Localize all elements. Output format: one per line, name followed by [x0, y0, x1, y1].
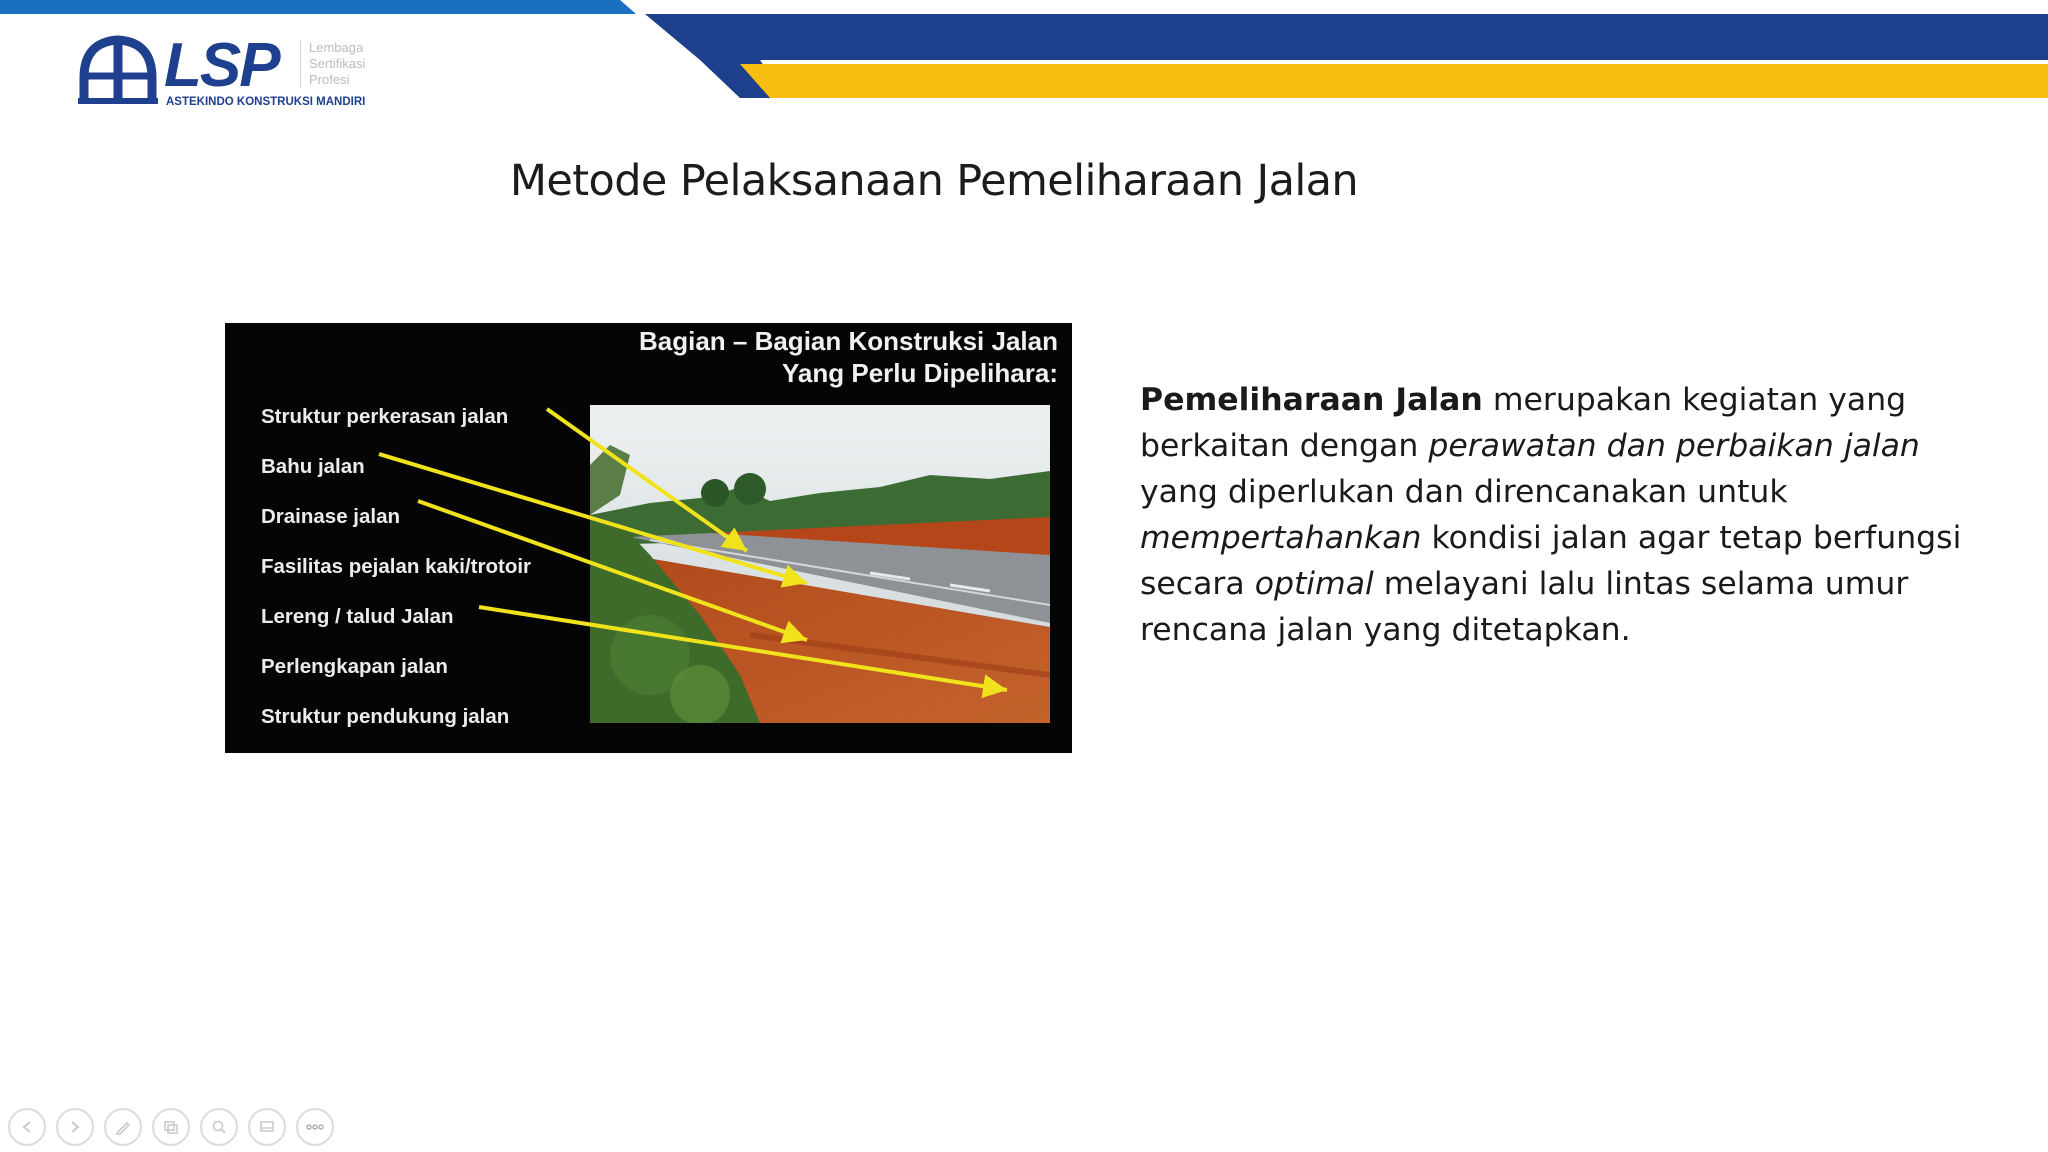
slides-button[interactable]: [152, 1108, 190, 1146]
slideshow-toolbar: [8, 1108, 334, 1148]
annotation-arrows: [225, 323, 1072, 753]
arrow-drainase-jalan: [418, 501, 807, 640]
arrow-struktur-perkerasan: [547, 409, 747, 551]
logo-wordmark: LSP: [164, 31, 279, 100]
logo-side-line: Sertifikasi: [309, 56, 366, 71]
figure-heading-line: Yang Perlu Dipelihara:: [782, 358, 1058, 388]
description-italic: optimal: [1254, 566, 1374, 602]
list-item: Drainase jalan: [261, 505, 401, 528]
previous-icon: [20, 1120, 34, 1134]
pen-icon: [115, 1119, 131, 1135]
road-parts-figure: [225, 323, 1072, 753]
list-item: Bahu jalan: [261, 455, 365, 478]
previous-button[interactable]: [8, 1108, 46, 1146]
description-italic: perawatan dan perbaikan jalan: [1428, 428, 1920, 464]
more-button[interactable]: [296, 1108, 334, 1146]
logo-side-text: [300, 40, 385, 88]
arrow-lereng-talud: [479, 607, 1007, 690]
header-yellow-stripe: [740, 64, 2048, 98]
zoom-icon: [211, 1119, 227, 1135]
description-text: yang diperlukan dan direncanakan untuk: [1140, 474, 1788, 510]
list-item: Fasilitas pejalan kaki/trotoir: [261, 555, 532, 578]
logo-tagline: ASTEKINDO KONSTRUKSI MANDIRI: [166, 96, 366, 108]
zoom-button[interactable]: [200, 1108, 238, 1146]
figure-heading-line: Bagian – Bagian Konstruksi Jalan: [638, 326, 1058, 356]
header-top-blue-strip: [0, 0, 636, 14]
pen-button[interactable]: [104, 1108, 142, 1146]
screen-icon: [259, 1119, 275, 1135]
slides-icon: [163, 1119, 179, 1135]
description-text: melayani lalu lintas selama umur rencana jalan yang ditetapkan.: [1140, 566, 1909, 648]
screen-button[interactable]: [248, 1108, 286, 1146]
header-blue-stripe: [645, 14, 2048, 60]
next-button[interactable]: [56, 1108, 94, 1146]
list-item: Perlengkapan jalan: [261, 655, 448, 678]
description-bold-lead: Pemeliharaan Jalan: [1140, 382, 1483, 418]
lsp-logo: [78, 31, 378, 120]
page-title: Metode Pelaksanaan Pemeliharaan Jalan: [509, 156, 1359, 206]
list-item: Struktur pendukung jalan: [261, 705, 510, 728]
description-text: kondisi jalan agar tetap berfungsi secara: [1140, 520, 1962, 602]
description-paragraph: [1140, 377, 2000, 653]
logo-emblem-icon: [78, 34, 158, 108]
logo-side-line: Profesi: [309, 72, 350, 87]
more-icon: [306, 1123, 324, 1131]
description-text: merupakan kegiatan yang berkaitan dengan: [1140, 382, 1907, 464]
list-item: Struktur perkerasan jalan: [261, 405, 509, 428]
description-italic: mempertahankan: [1140, 520, 1422, 556]
next-icon: [68, 1120, 82, 1134]
logo-side-line: Lembaga: [309, 40, 364, 55]
list-item: Lereng / talud Jalan: [261, 605, 454, 628]
